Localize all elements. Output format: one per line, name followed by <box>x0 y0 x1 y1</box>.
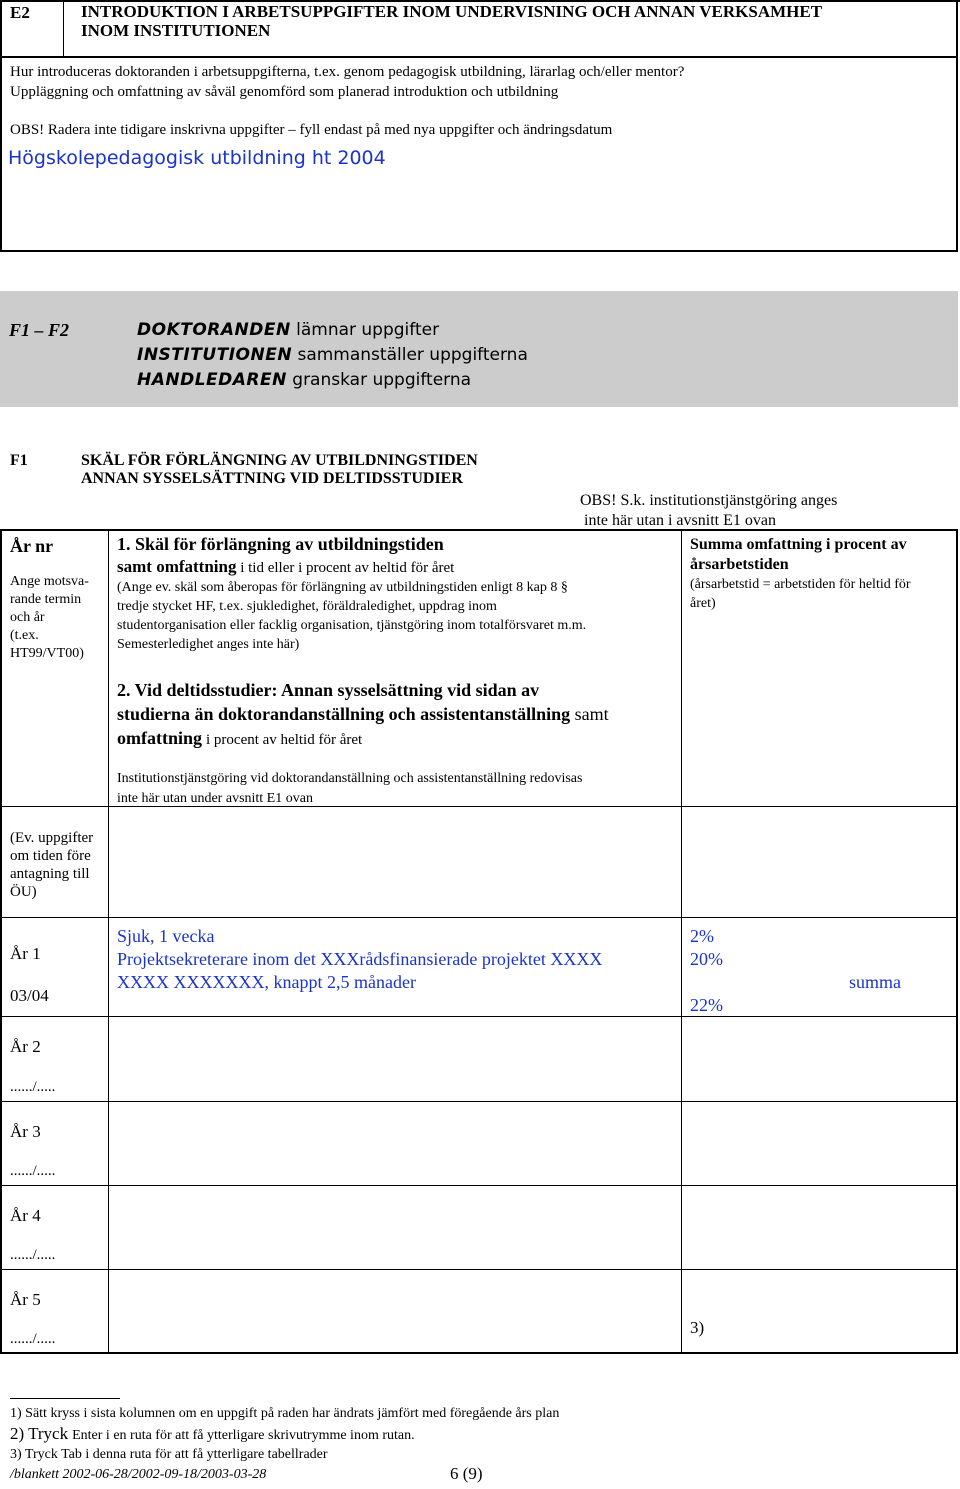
roles-band <box>0 291 958 407</box>
sum-desc-line: året) <box>690 596 716 611</box>
col-year-heading: År nr <box>10 536 54 556</box>
col-year-desc-line: HT99/VT00) <box>10 646 84 661</box>
role-action: lämnar uppgifter <box>296 320 440 340</box>
footnote-2 <box>10 1424 415 1444</box>
f1-obs-line: inte här utan i avsnitt E1 ovan <box>584 512 776 529</box>
f1-title <box>81 452 478 488</box>
year-term: 03/04 <box>10 986 49 1005</box>
footnote-2-prefix: 2) Tryck <box>10 1424 69 1443</box>
col-year-desc-line: och år <box>10 610 45 625</box>
pre-admission-line: om tiden före <box>10 848 91 864</box>
reason-entry: Projektsekreterare inom det XXXrådsfinansierade projektet XXXX <box>117 949 603 969</box>
year-term: ....../..... <box>10 1163 56 1179</box>
reason-detail-line: (Ange ev. skäl som åberopas för förlängning av utbildningstiden enligt 8 kap 8 § <box>117 580 568 595</box>
sum-desc-line: (årsarbetstid = arbetstiden för heltid för <box>690 577 911 592</box>
year-label: År 4 <box>10 1206 41 1225</box>
year1-reason-field[interactable] <box>117 925 677 994</box>
reason-details <box>117 578 677 654</box>
year-term: ....../..... <box>10 1247 56 1263</box>
year4-sum-field[interactable] <box>683 1187 955 1268</box>
f1-title-line: SKÄL FÖR FÖRLÄNGNING AV UTBILDNINGSTIDEN <box>81 452 478 469</box>
note-line: inte här utan under avsnitt E1 ovan <box>117 791 313 806</box>
percent-entry: 22% <box>690 995 723 1015</box>
f1-obs-line: OBS! S.k. institutionstjänstgöring anges <box>580 492 838 509</box>
col-year-desc-line: rande termin <box>10 592 82 607</box>
section-title <box>81 2 951 40</box>
reason-detail-line: tredje stycket HF, t.ex. sjukledighet, föräldraledighet, uppdrag inom <box>117 599 497 614</box>
year3-reason-field[interactable] <box>110 1103 680 1184</box>
pre-admission-line: (Ev. uppgifter <box>10 830 94 846</box>
percent-entry: 2% <box>690 926 714 946</box>
year-label: År 5 <box>10 1290 41 1309</box>
sum-label: summa <box>849 972 901 992</box>
col-parttime-header <box>117 678 679 752</box>
role-action: sammanställer uppgifterna <box>297 345 528 365</box>
pre-admission-label <box>10 829 93 901</box>
f1-obs <box>580 491 837 531</box>
col-sum-header <box>690 535 952 613</box>
pre-admission-sum-field[interactable] <box>683 808 955 916</box>
year2-reason-field[interactable] <box>110 1018 680 1100</box>
year-label: År 1 <box>10 944 41 963</box>
roles-code: F1 – F2 <box>9 320 70 340</box>
year5-sum-marker[interactable]: 3) <box>690 1318 705 1337</box>
year-label: År 3 <box>10 1122 41 1141</box>
note-line: Institutionstjänstgöring vid doktorandanställning och assistentanställning redovisas <box>117 771 583 786</box>
year3-sum-field[interactable] <box>683 1103 955 1184</box>
role-line <box>137 343 528 368</box>
intro-answer-field[interactable]: Högskolepedagogisk utbildning ht 2004 <box>8 147 386 169</box>
intro-notice: OBS! Radera inte tidigare inskrivna uppgifter – fyll endast på med nya uppgifter och ändringsdatum <box>10 122 613 138</box>
sum-heading-line: årsarbetstiden <box>690 556 789 573</box>
pre-admission-line: antagning till <box>10 866 90 882</box>
col-note <box>117 769 582 809</box>
pre-admission-reason-field[interactable] <box>110 808 680 916</box>
parttime-line: 2. Vid deltidsstudier: Annan sysselsättning vid sidan av <box>117 680 540 700</box>
section-title-line: INOM INSTITUTIONEN <box>81 21 271 40</box>
role-line <box>137 318 528 343</box>
reason-heading: 1. Skäl för förlängning av utbildningstiden <box>117 534 444 554</box>
footnote-3: 3) Tryck Tab i denna ruta för att få ytterligare tabellrader <box>10 1447 328 1462</box>
year1-sum-field[interactable] <box>690 925 952 1015</box>
role-name: DOKTORANDEN <box>137 320 291 340</box>
sum-heading-line: Summa omfattning i procent av <box>690 536 907 553</box>
form-id: /blankett 2002-06-28/2002-09-18/2003-03-28 <box>10 1467 267 1482</box>
reason-bold: samt omfattning <box>117 557 237 576</box>
col-year-desc <box>10 573 106 663</box>
role-action: granskar uppgifterna <box>292 370 472 390</box>
section-code: E2 <box>10 3 30 22</box>
role-line <box>137 368 528 393</box>
page-number: 6 (9) <box>450 1464 483 1483</box>
intro-scope: Uppläggning och omfattning av såväl genomförd som planerad introduktion och utbildning <box>10 84 559 100</box>
footnote-1: 1) Sätt kryss i sista kolumnen om en uppgift på raden har ändrats jämfört med föregående års plan <box>10 1406 560 1421</box>
col-year-desc-line: (t.ex. <box>10 628 39 643</box>
footnote-2-text: Enter i en ruta för att få ytterligare skrivutrymme inom rutan. <box>72 1428 415 1443</box>
year-term: ....../..... <box>10 1079 56 1095</box>
percent-entry: 20% <box>690 949 723 969</box>
col-year-desc-line: Ange motsva- <box>10 574 89 589</box>
year-label: År 2 <box>10 1037 41 1056</box>
year4-reason-field[interactable] <box>110 1187 680 1268</box>
pre-admission-line: ÖU) <box>10 884 37 900</box>
f1-title-line: ANNAN SYSSELSÄTTNING VID DELTIDSSTUDIER <box>81 470 463 487</box>
year-term: ....../..... <box>10 1331 56 1347</box>
reason-detail-line: studentorganisation eller facklig organisation, tjänstgöring inom totalförsvaret m.m. <box>117 618 587 633</box>
reason-entry: XXXX XXXXXXX, knappt 2,5 månader <box>117 972 416 992</box>
role-name: HANDLEDAREN <box>137 370 287 390</box>
reason-entry: Sjuk, 1 vecka <box>117 926 215 946</box>
section-title-line: INTRODUKTION I ARBETSUPPGIFTER INOM UNDERVISNING OCH ANNAN VERKSAMHET <box>81 2 823 21</box>
reason-detail-line: Semesterledighet anges inte här) <box>117 637 300 652</box>
intro-question: Hur introduceras doktoranden i arbetsuppgifterna, t.ex. genom pedagogisk utbildning, lärarlag och/eller mentor? <box>10 64 685 80</box>
reason-rest: i tid eller i procent av heltid för året <box>240 560 455 576</box>
roles-list <box>137 318 528 393</box>
col-reason-header <box>117 534 677 654</box>
role-name: INSTITUTIONEN <box>137 345 293 365</box>
parttime-bold: omfattning <box>117 728 202 748</box>
f1-code: F1 <box>10 452 28 469</box>
parttime-bold: studierna än doktorandanställning och assistentanställning <box>117 704 571 724</box>
year2-sum-field[interactable] <box>683 1018 955 1100</box>
parttime-rest: samt <box>574 704 609 724</box>
parttime-rest: i procent av heltid för året <box>206 732 363 748</box>
year5-reason-field[interactable] <box>110 1271 680 1351</box>
